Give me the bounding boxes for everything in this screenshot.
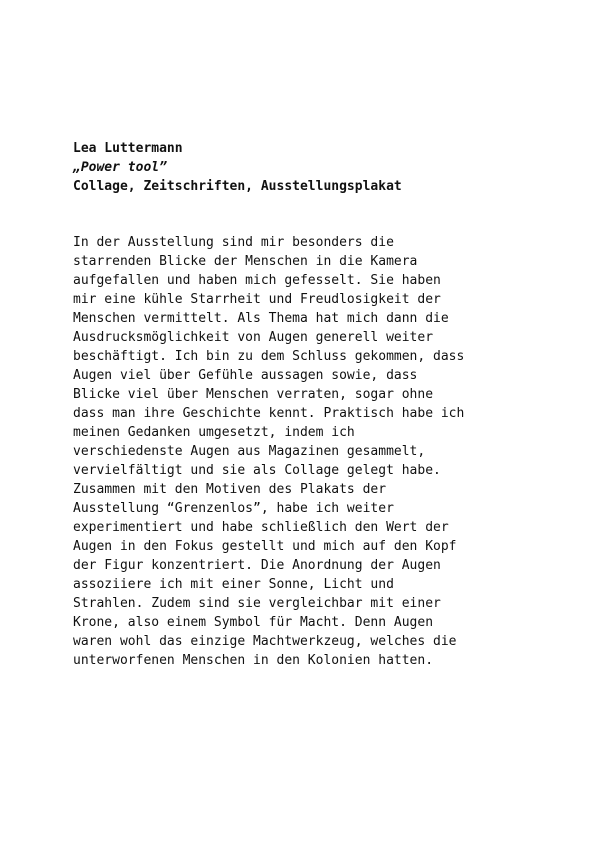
text-line: Blicke viel über Menschen verraten, sogar ohne [73, 387, 434, 402]
text-line: waren wohl das einzige Machtwerkzeug, welches die [73, 634, 457, 649]
text-line: In der Ausstellung sind mir besonders die [73, 235, 394, 250]
text-line: vervielfältigt und sie als Collage gelegt habe. [73, 463, 441, 478]
text-line: verschiedenste Augen aus Magazinen gesammelt, [73, 444, 426, 459]
text-line: Augen viel über Gefühle aussagen sowie, dass [73, 368, 418, 383]
text-line: Ausstellung “Grenzenlos”, habe ich weiter [73, 501, 394, 516]
text-line: Menschen vermittelt. Als Thema hat mich dann die [73, 311, 449, 326]
artwork-title: „Power tool” [73, 160, 167, 175]
text-line: dass man ihre Geschichte kennt. Praktisch habe ich [73, 406, 465, 421]
artwork-description [73, 233, 464, 670]
author-name: Lea Luttermann [73, 141, 183, 156]
text-line: Ausdrucksmöglichkeit von Augen generell weiter [73, 330, 434, 345]
text-line: meinen Gedanken umgesetzt, indem ich [73, 425, 355, 440]
text-line: unterworfenen Menschen in den Kolonien hatten. [73, 653, 434, 668]
text-line: experimentiert und habe schließlich den Wert der [73, 520, 449, 535]
text-line: Zusammen mit den Motiven des Plakats der [73, 482, 387, 497]
text-line: Strahlen. Zudem sind sie vergleichbar mit einer [73, 596, 441, 611]
text-line: mir eine kühle Starrheit und Freudlosigkeit der [73, 292, 441, 307]
text-line: Augen in den Fokus gestellt und mich auf den Kopf [73, 539, 457, 554]
text-line: der Figur konzentriert. Die Anordnung der Augen [73, 558, 441, 573]
text-line: beschäftigt. Ich bin zu dem Schluss gekommen, dass [73, 349, 465, 364]
text-line: Krone, also einem Symbol für Macht. Denn Augen [73, 615, 434, 630]
artwork-header [73, 139, 402, 196]
artwork-materials: Collage, Zeitschriften, Ausstellungsplakat [73, 179, 402, 194]
text-line: starrenden Blicke der Menschen in die Kamera [73, 254, 418, 269]
text-line: assoziiere ich mit einer Sonne, Licht und [73, 577, 394, 592]
text-line: aufgefallen und haben mich gefesselt. Sie haben [73, 273, 441, 288]
